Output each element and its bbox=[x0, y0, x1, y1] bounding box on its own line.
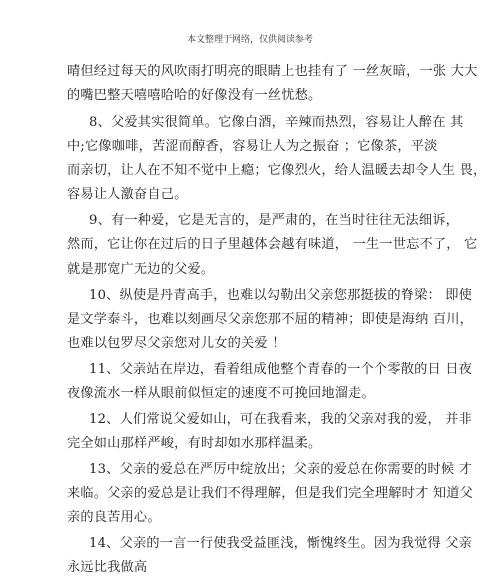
text-line: 容易让人激奋自己。 bbox=[67, 187, 188, 202]
paragraph-10-start: 10、纵使是丹青高手，也难以勾勒出父亲您那挺拔的脊梁： 即使 bbox=[89, 288, 473, 303]
paragraph-8-start: 8、父爱其实很简单。它像白酒，辛辣而热烈，容易让人醉在 其 bbox=[89, 115, 464, 130]
paragraph-14-start: 14、父亲的一言一行使我受益匪浅，惭愧终生。因为我觉得 父亲 bbox=[89, 536, 473, 551]
paragraph-11-start: 11、父亲站在岸边，看着组成他整个青春的一个个零散的日 日夜 bbox=[89, 362, 473, 377]
text-line: 而亲切，让人在不知不觉中上瘾；它像烈火，给人温暖去却令人生 畏， bbox=[67, 163, 487, 178]
text-line: 的嘴巴整天嘻嘻哈哈的好像没有一丝忧愁。 bbox=[67, 88, 322, 103]
text-line: 是文学泰斗，也难以刻画尽父亲您那不屈的精神；即使是海纳 百川， bbox=[67, 312, 474, 327]
text-line: 完全如山那样严峻，有时却如水那样温柔。 bbox=[67, 436, 322, 451]
paragraph-12-start: 12、人们常说父爱如山，可在我看来，我的父亲对我的爱， 并非 bbox=[89, 412, 473, 427]
text-line: 来临。父亲的爱总是让我们不得理解，但是我们完全理解时才 知道父 bbox=[67, 486, 474, 501]
text-line: 中;它像咖啡，苦涩而醇香，容易让人为之振奋 ；它像茶，平淡 bbox=[67, 139, 438, 154]
page-header: 本文整理于网络，仅供阅读参考 bbox=[186, 35, 313, 45]
paragraph-9-start: 9、有一种爱，它是无言的，是严肃的，在当时往往无法细诉， bbox=[89, 213, 460, 228]
text-line: 永远比我做高 bbox=[67, 560, 148, 575]
text-line: 亲的良苦用心。 bbox=[67, 510, 161, 525]
text-line: 然而，它让你在过后的日子里越体会越有味道， 一生一世忘不了， 它 bbox=[67, 237, 478, 252]
text-line: 就是那宽广无边的父爱。 bbox=[67, 262, 215, 277]
text-line: 夜像流水一样从眼前似恒定的速度不可挽回地溜走。 bbox=[67, 386, 375, 401]
paragraph-13-start: 13、父亲的爱总在严厉中绽放出；父亲的爱总在你需要的时候 才 bbox=[89, 462, 473, 477]
text-line: 晴但经过每天的风吹雨打明亮的眼睛上也挂有了 一丝灰暗，一张 大大 bbox=[67, 64, 478, 79]
text-line: 也难以包罗尽父亲您对儿女的关爱 ！ bbox=[67, 336, 286, 351]
